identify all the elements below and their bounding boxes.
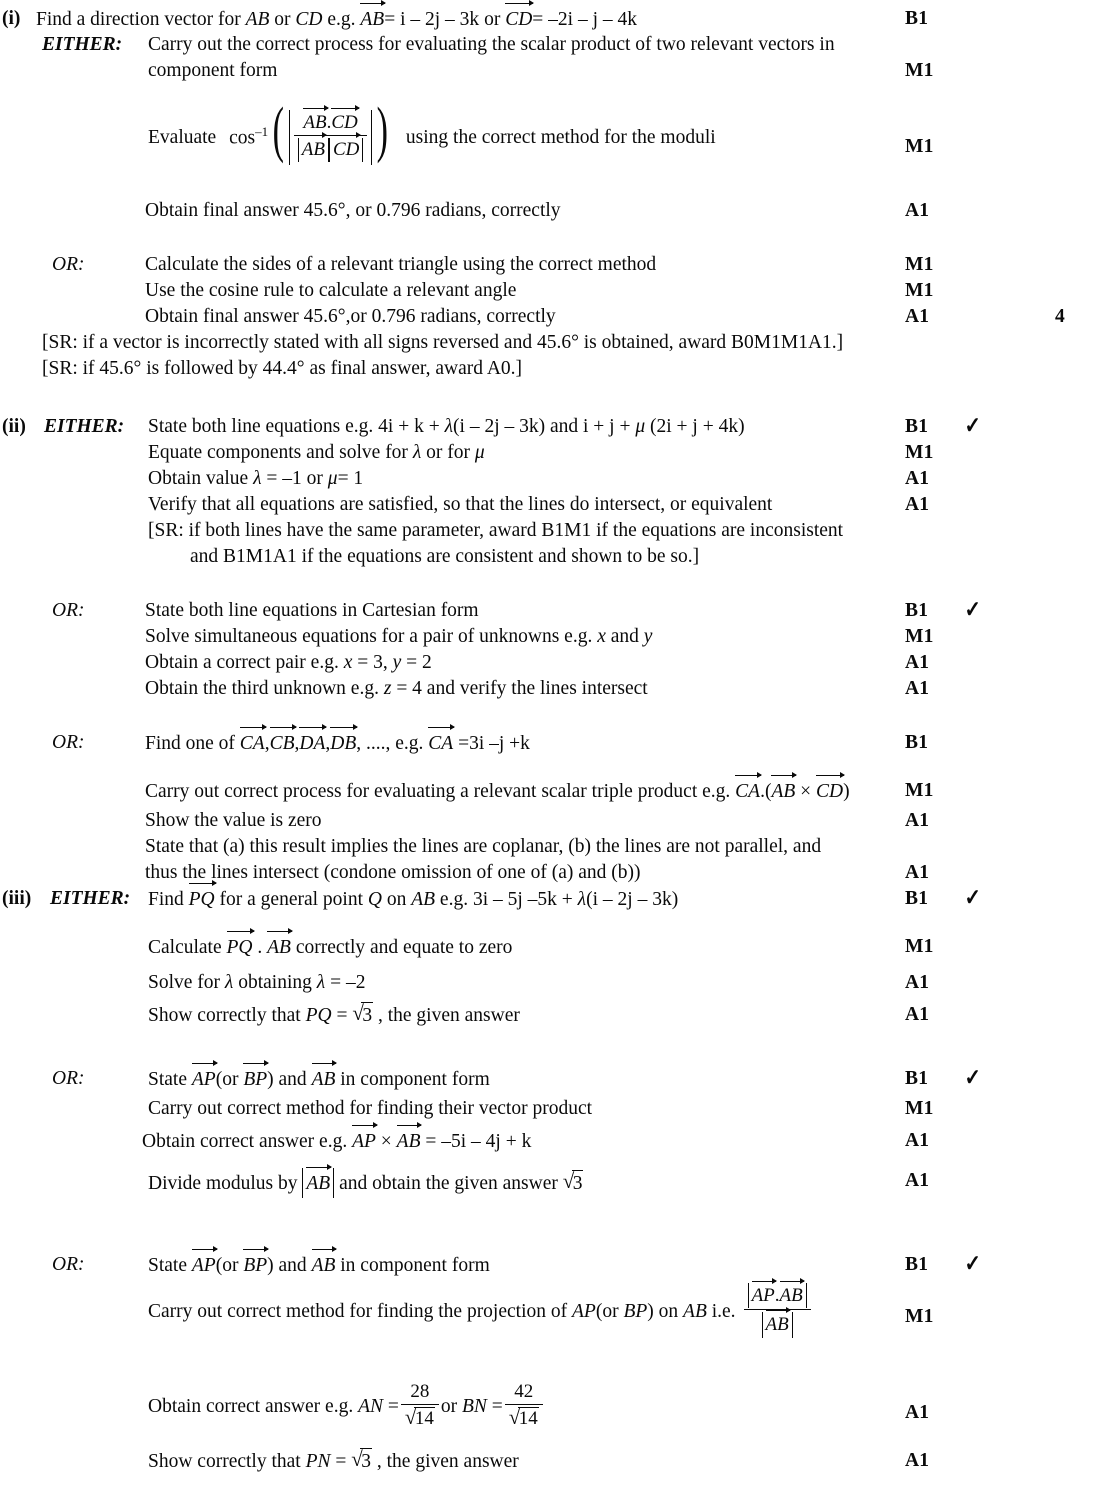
- mark-code: B1: [905, 8, 929, 29]
- segment-ab: AB: [411, 889, 436, 910]
- lambda-symbol: λ: [577, 889, 587, 910]
- mark-code: M1: [905, 280, 934, 301]
- line-text: Carry out correct process for evaluating a relevant scalar triple product e.g. CA.(AB × CD): [145, 778, 850, 804]
- line-text-post: using the correct method for the moduli: [405, 126, 716, 148]
- vector-ab-plain: AB: [245, 9, 270, 30]
- question-part-ii-line-2: [0, 440, 1100, 465]
- vector-ab-arrow: AB: [779, 1285, 803, 1306]
- vector-ab-arrow: AB: [771, 778, 795, 804]
- vector-ap-arrow: AP: [192, 1252, 216, 1278]
- line-text: Find PQ for a general point Q on AB e.g. 3i – 5j –5k + λ(i – 2j – 3k): [148, 886, 678, 912]
- variable-x: x: [597, 626, 606, 647]
- line-text: Use the cosine rule to calculate a relevant angle: [145, 280, 517, 301]
- mu-symbol: μ: [327, 468, 338, 489]
- tick-icon: ✓: [964, 885, 981, 910]
- formula-row: Evaluate $\cos^{-1}$( $\frac{AB.CD}{\text{AB CD}}$ ) using the correct method for the moduli: [148, 95, 716, 164]
- line-text: [36, 6, 637, 32]
- cross-product-symbol: ×: [375, 1131, 397, 1152]
- square-root-14: √ 14: [508, 1405, 538, 1430]
- projection-fraction: [744, 1283, 811, 1338]
- vector-ab-arrow: AB: [312, 1252, 336, 1278]
- part-label-i: (i): [2, 8, 21, 29]
- cosine-fraction: [294, 111, 368, 162]
- variable-y: y: [643, 626, 653, 647]
- lambda-symbol: λ: [444, 416, 454, 437]
- question-part-ii-special-ruling-2: [0, 544, 1100, 569]
- line-text: State AP(or BP) and AB in component form: [148, 1066, 490, 1092]
- line-text: Find one of CA,CB,DA,DB, ...., e.g. CA =3i –j +k: [145, 730, 530, 756]
- vector-cd-arrow: CD: [332, 139, 360, 161]
- vector-ca-arrow: CA: [240, 730, 265, 756]
- line-text: Solve simultaneous equations for a pair of unknowns e.g. x and y: [145, 626, 653, 647]
- question-part-i-evaluate-formula: [0, 95, 1100, 165]
- line-text: Show correctly that PN = √ 3 , the given answer: [148, 1448, 519, 1474]
- mark-code: M1: [905, 936, 934, 957]
- vector-cd-arrow: CD: [816, 778, 843, 804]
- line-text: and B1M1A1 if the equations are consistent and shown to be so.]: [190, 546, 700, 567]
- vector-ca-arrow: CA: [735, 778, 760, 804]
- question-part-iii-line-6: [0, 1096, 1100, 1121]
- mark-code: A1: [905, 1130, 930, 1151]
- mark-code: B1: [905, 888, 929, 909]
- question-part-ii-line-13: [0, 808, 1100, 833]
- square-root-14: √ 14: [404, 1405, 434, 1430]
- line-text: [SR: if 45.6° is followed by 44.4° as final answer, award A0.]: [42, 358, 523, 379]
- mark-code: M1: [905, 780, 934, 801]
- mu-symbol: μ: [635, 416, 646, 437]
- mark-code: M1: [905, 1098, 934, 1119]
- mark-code: B1: [905, 732, 929, 753]
- mark-code: B1: [905, 416, 929, 437]
- line-text: Divide modulus by AB and obtain the given answer √ 3: [148, 1168, 583, 1198]
- dot-product-symbol: .: [774, 1285, 780, 1306]
- tick-icon: ✓: [964, 1065, 981, 1090]
- vector-bp-arrow: BP: [243, 1252, 267, 1278]
- question-part-i-or-line-5: [0, 252, 1100, 277]
- question-part-i-either: [0, 32, 1100, 57]
- question-part-i-line-7: [0, 304, 1100, 329]
- modulus-wrapper: [289, 110, 373, 165]
- either-label: EITHER:: [42, 34, 123, 55]
- fraction-numerator: 28: [410, 1381, 430, 1402]
- or-word: or: [484, 9, 501, 30]
- question-part-i-line-2b: [0, 58, 1100, 83]
- line-text: [SR: if both lines have the same parameter, award B1M1 if the equations are inconsistent: [148, 520, 844, 541]
- square-root-3: √ 3: [563, 1170, 584, 1196]
- mark-code: A1: [905, 652, 930, 673]
- question-part-iii-line-4: [0, 1002, 1100, 1028]
- question-part-iii-line-11: [0, 1382, 1100, 1432]
- tick-icon: ✓: [964, 1251, 981, 1276]
- fraction-denominator: [401, 1404, 439, 1430]
- conjunction: or: [269, 9, 296, 30]
- vector-da-arrow: DA: [299, 730, 325, 756]
- lambda-symbol: λ: [224, 972, 234, 993]
- vector-ap-arrow: AP: [352, 1128, 376, 1154]
- vector-ab-arrow: AB: [312, 1066, 336, 1092]
- dot-product-symbol: .(: [760, 781, 772, 802]
- tick-icon: ✓: [964, 413, 981, 438]
- fraction-numerator: 42: [514, 1381, 534, 1402]
- vector-cd-plain: CD: [295, 9, 323, 30]
- line-text-pre: Find a direction vector for: [36, 9, 246, 30]
- line-text: Obtain correct answer e.g. AP × AB = –5i – 4j + k: [142, 1128, 531, 1154]
- mark-code: B1: [905, 1068, 929, 1089]
- question-part-iii-line-3: [0, 970, 1100, 995]
- evaluate-word: Evaluate: [148, 126, 217, 148]
- vector-pq-arrow: PQ: [189, 886, 215, 912]
- question-part-iii-line-8: [0, 1168, 1100, 1198]
- question-part-ii-line-14: [0, 834, 1100, 859]
- equation-cd: = –2i – j – 4k: [532, 9, 637, 30]
- part-label-ii: (ii): [2, 416, 26, 437]
- mark-code: M1: [905, 442, 934, 463]
- line-text: Calculate the sides of a relevant triangle using the correct method: [145, 254, 657, 275]
- point-q: Q: [367, 889, 382, 910]
- question-part-iii-line-1: [0, 886, 1100, 912]
- fraction-28-root14: [401, 1381, 439, 1431]
- or-label: OR:: [52, 254, 85, 275]
- question-part-iii-line-12: [0, 1448, 1100, 1474]
- question-part-i-line-6: [0, 278, 1100, 303]
- question-part-iii-or2-line-9: [0, 1252, 1100, 1278]
- line-text: Obtain final answer 45.6°,or 0.796 radians, correctly: [145, 306, 556, 327]
- square-root-3: √ 3: [351, 1448, 372, 1474]
- line-text: State that (a) this result implies the lines are coplanar, (b) the lines are not parallel, and: [145, 836, 822, 857]
- mark-code: A1: [905, 200, 930, 221]
- question-part-ii-line-12: [0, 778, 1100, 804]
- mark-code: M1: [905, 1306, 934, 1327]
- dot-product-symbol: .: [252, 937, 268, 958]
- question-part-ii-line-1: [0, 414, 1100, 439]
- square-root-3: √ 3: [352, 1002, 373, 1028]
- question-part-iii-projection-formula: [0, 1284, 1100, 1339]
- vector-ap-arrow: AP: [751, 1285, 775, 1306]
- cross-product-symbol: ×: [795, 781, 817, 802]
- vector-bp-plain: BP: [623, 1300, 648, 1322]
- mark-code: A1: [905, 306, 930, 327]
- line-text: Obtain correct answer e.g. AN = 28 √ 14 or BN = 42 √ 14: [148, 1382, 545, 1432]
- line-text: State both line equations e.g. 4i + k + λ(i – 2j – 3k) and i + j + μ (2i + j + 4k): [148, 416, 745, 437]
- line-text: Verify that all equations are satisfied, so that the lines do intersect, or equivalent: [148, 494, 773, 515]
- vector-ab-arrow: AB: [303, 112, 327, 133]
- question-part-i-special-ruling-1: [0, 330, 1100, 355]
- tick-icon: ✓: [964, 597, 981, 622]
- mark-code: M1: [905, 136, 934, 157]
- vector-ap-arrow: AP: [192, 1066, 216, 1092]
- modulus-ap-dot-ab: [748, 1283, 807, 1308]
- equation-ab: = i – 2j – 3k: [384, 9, 480, 30]
- variable-x: x: [343, 652, 353, 673]
- line-text: Show the value is zero: [145, 810, 322, 831]
- question-part-iii-line-2: [0, 934, 1100, 960]
- fraction-denominator: [744, 1309, 811, 1337]
- mark-code: M1: [905, 254, 934, 275]
- question-part-ii-or2-line-11: [0, 730, 1100, 756]
- or-label: OR:: [52, 1068, 85, 1089]
- segment-pq: PQ: [305, 1005, 332, 1026]
- fraction-numerator: [744, 1283, 811, 1309]
- modulus-cd: [329, 138, 363, 161]
- modulus-ab: [298, 138, 329, 161]
- line-text: Equate components and solve for λ or for μ: [148, 442, 485, 463]
- lambda-symbol: λ: [316, 972, 326, 993]
- mark-code: A1: [905, 1004, 930, 1025]
- mark-code: A1: [905, 678, 930, 699]
- modulus-ab: [762, 1312, 793, 1337]
- vector-cd-arrow: CD: [331, 112, 358, 133]
- question-part-ii-line-4: [0, 492, 1100, 517]
- line-text: State AP(or BP) and AB in component form: [148, 1252, 490, 1278]
- vector-ab-arrow: AB: [301, 139, 325, 161]
- fraction-denominator: [505, 1404, 543, 1430]
- variable-z: z: [383, 678, 392, 699]
- mark-code: A1: [905, 494, 930, 515]
- vector-ab-arrow: AB: [765, 1314, 789, 1336]
- variable-y: y: [392, 652, 402, 673]
- lambda-symbol: λ: [412, 442, 422, 463]
- eg-label: e.g.: [322, 9, 356, 30]
- line-text: Obtain value λ = –1 or μ= 1: [148, 468, 364, 489]
- question-part-i-special-ruling-2: [0, 356, 1100, 381]
- vector-ap-plain: AP: [572, 1300, 596, 1322]
- or-label: OR:: [52, 600, 85, 621]
- mark-code: A1: [905, 1450, 930, 1471]
- line-text: State both line equations in Cartesian form: [145, 600, 479, 621]
- vector-ab-arrow: AB: [306, 1170, 330, 1196]
- mark-code: A1: [905, 1402, 930, 1423]
- vector-bp-arrow: BP: [243, 1066, 267, 1092]
- line-text: thus the lines intersect (condone omission of one of (a) and (b)): [145, 862, 641, 883]
- question-part-ii-special-ruling-1: [0, 518, 1100, 543]
- question-part-iii-or1-line-5: [0, 1066, 1100, 1092]
- either-label: EITHER:: [44, 416, 125, 437]
- segment-pn: PN: [305, 1451, 331, 1472]
- vector-pq-arrow: PQ: [227, 934, 253, 960]
- question-part-ii-or1-line-7: [0, 598, 1100, 623]
- vector-db-arrow: DB: [330, 730, 356, 756]
- part-label-iii: (iii): [2, 888, 32, 909]
- vector-ab-arrow: AB: [360, 6, 384, 32]
- question-part-ii-line-15: [0, 860, 1100, 885]
- vector-ab-arrow: AB: [397, 1128, 421, 1154]
- either-label: EITHER:: [50, 888, 131, 909]
- line-text: Carry out correct method for finding the projection of AP(or BP) on AB i.e. $\frac{AP.AB}{AB}$: [148, 1284, 813, 1339]
- question-part-ii-line-3: [0, 466, 1100, 491]
- fraction-denominator: [294, 135, 368, 161]
- lambda-symbol: λ: [253, 468, 262, 489]
- mark-code: A1: [905, 468, 930, 489]
- mark-code: B1: [905, 1254, 929, 1275]
- segment-bn: BN: [462, 1396, 487, 1418]
- vector-cd-arrow: CD: [505, 6, 532, 32]
- segment-an: AN: [358, 1396, 383, 1418]
- part-total-marks: 4: [1055, 306, 1065, 327]
- or-label: OR:: [52, 732, 85, 753]
- mu-symbol: μ: [474, 442, 485, 463]
- vector-ab-arrow: AB: [267, 934, 291, 960]
- mark-code: M1: [905, 626, 934, 647]
- fraction-42-root14: [505, 1381, 543, 1431]
- arccos-symbol: $\cos^{-1}$: [229, 123, 269, 149]
- mark-code: A1: [905, 1170, 930, 1191]
- mark-code: A1: [905, 862, 930, 883]
- line-text: component form: [148, 60, 278, 81]
- mark-code: B1: [905, 600, 929, 621]
- question-part-ii-line-10: [0, 676, 1100, 701]
- line-text: Obtain a correct pair e.g. x = 3, y = 2: [145, 652, 432, 673]
- question-part-ii-line-9: [0, 650, 1100, 675]
- line-text: Obtain the third unknown e.g. z = 4 and verify the lines intersect: [145, 678, 648, 699]
- mark-code: M1: [905, 60, 934, 81]
- segment-ab: AB: [683, 1300, 707, 1322]
- vector-ca-arrow: CA: [428, 730, 453, 756]
- line-text: Solve for λ obtaining λ = –2: [148, 972, 366, 993]
- line-text: Carry out correct method for finding their vector product: [148, 1098, 593, 1119]
- line-text: Carry out the correct process for evaluating the scalar product of two relevant vectors in: [148, 34, 835, 55]
- line-text: [SR: if a vector is incorrectly stated with all signs reversed and 45.6° is obtained, award B0M1M1A1.]: [42, 332, 844, 353]
- line-text: Obtain final answer 45.6°, or 0.796 radians, correctly: [145, 200, 561, 221]
- question-part-ii-line-8: [0, 624, 1100, 649]
- question-part-i-line-1: [0, 6, 1100, 32]
- question-part-i-line-4: [0, 198, 1100, 223]
- mark-code: A1: [905, 810, 930, 831]
- mark-code: A1: [905, 972, 930, 993]
- modulus-ab: [302, 1168, 334, 1198]
- vector-cb-arrow: CB: [270, 730, 295, 756]
- question-part-iii-line-7: [0, 1128, 1100, 1154]
- line-text: Calculate PQ . AB correctly and equate to zero: [148, 934, 512, 960]
- or-label: OR:: [52, 1254, 85, 1275]
- dot-product-symbol: .: [326, 112, 332, 133]
- line-text: Show correctly that PQ = √ 3 , the given answer: [148, 1002, 520, 1028]
